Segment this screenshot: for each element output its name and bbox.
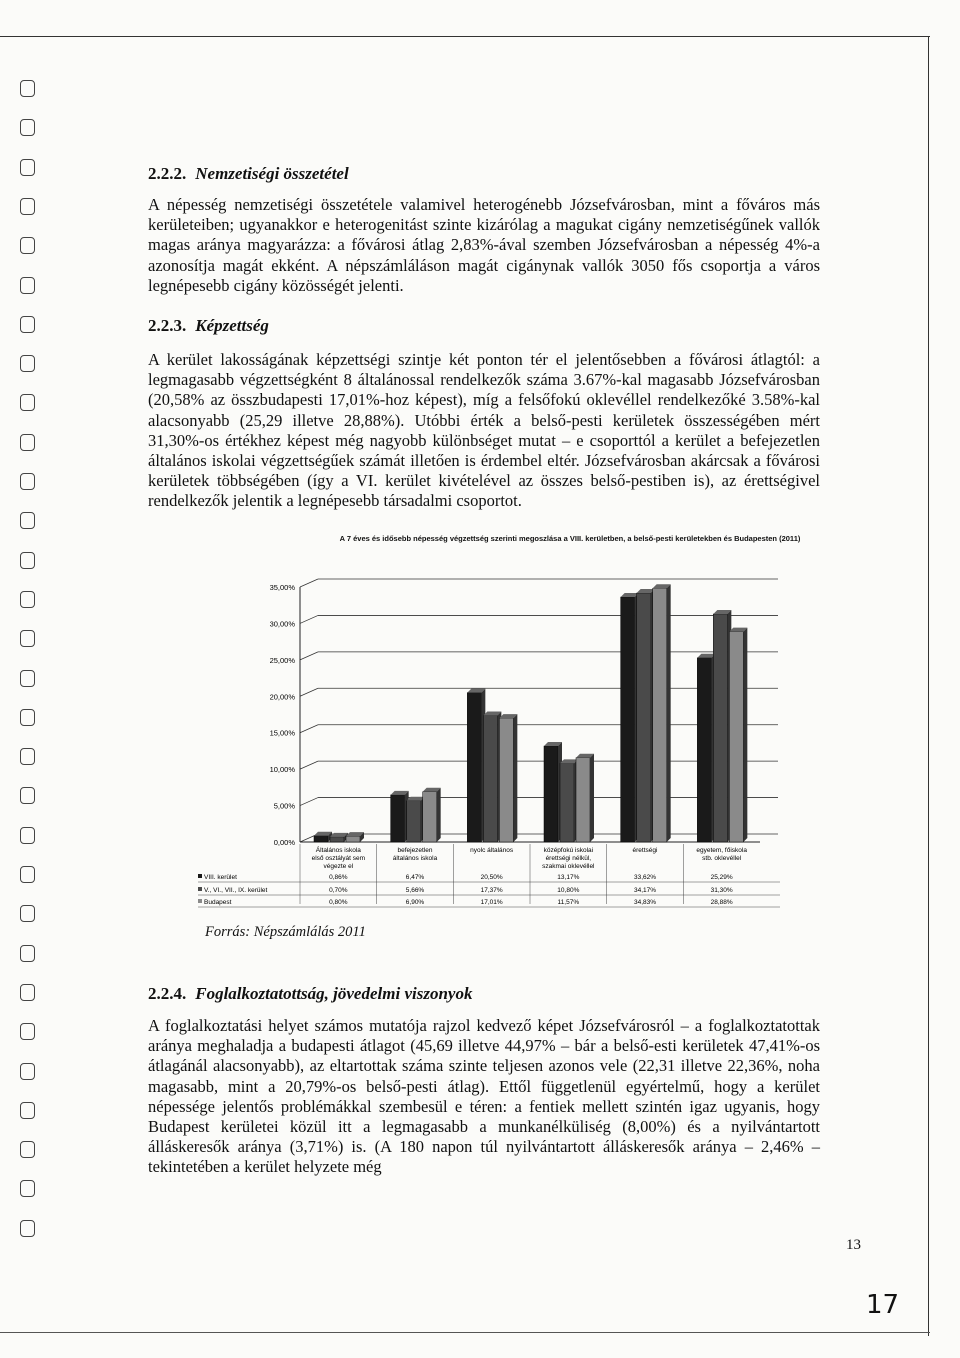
data-table-value: 20,50% [480, 874, 503, 881]
data-table-value: 5,66% [405, 887, 425, 894]
chart-title: A 7 éves és idősebb népesség végzettség szerinti megoszlása a VIII. kerületben, a belső-pesti kerületekben és Budapesten (2011) [339, 534, 801, 543]
legend-label: Budapest [204, 899, 232, 906]
bar [314, 836, 328, 842]
x-category-label: középfokú iskolai [543, 847, 594, 854]
data-table-value: 10,80% [557, 887, 580, 894]
y-tick-label: 15,00% [269, 728, 295, 738]
legend-label: V., VI., VII., IX. kerület [204, 887, 268, 894]
section-224-paragraph: A foglalkoztatási helyet számos mutatója rajzol kedvező képet Józsefvárosról – a foglalkoztatottak aránya meghaladja a budapesti átlagot (45,69 illetve 44,97% – bár a belső-esti kerületek 47,41%-os átlagánál alacsonyabb), az eltartottak száma szinte teljesen azonos vele (22,31 illetve 22,36%, noha magasabb, mint a 20,79%-os belső-pesti átlag). Ettől függetlenül egyértelmű, hogy a kerület népessége jelentős problémákkal szembesül e téren: a fentiek mellett szintén igaz ugyanis, hogy Budapest kerületei közül itt a legmagasabb a munkanélküliség (8,00%) és a nyilvántartott álláskeresők aránya (3,71%) is. (A 180 napon túl nyilvántartott álláskeresők aránya – 2,46% – tekintetében a kerület helyzete még [148, 1016, 820, 1177]
data-table-value: 0,70% [329, 887, 348, 894]
section-223-title: Képzettség [195, 316, 269, 335]
grid-tick [300, 579, 318, 587]
data-table-value: 34,17% [633, 887, 657, 894]
bar [483, 715, 497, 842]
x-category-label: Általános iskola [315, 847, 361, 854]
bar-side [667, 584, 671, 842]
data-table-value: 0,86% [329, 874, 348, 881]
legend-swatch [198, 887, 202, 891]
y-tick-label: 25,00% [269, 655, 295, 665]
bar [346, 836, 360, 842]
y-tick-label: 5,00% [273, 801, 295, 811]
data-table-value: 25,29% [710, 874, 733, 881]
legend-swatch [198, 874, 202, 878]
x-category-label: nyolc általános [470, 847, 514, 854]
section-224-heading [148, 984, 472, 1004]
data-table-value: 11,57% [557, 899, 580, 906]
bar-side [513, 714, 517, 842]
x-category-label: érettségi nélkül, [545, 855, 592, 862]
section-224-title: Foglalkoztatottság, jövedelmi viszonyok [195, 984, 473, 1003]
section-222-number: 2.2.2. [148, 164, 187, 183]
y-tick-label: 10,00% [269, 765, 295, 775]
section-223-number: 2.2.3. [148, 316, 187, 335]
bar [391, 795, 405, 842]
bar [697, 658, 711, 842]
bar [423, 792, 437, 842]
bar [729, 632, 743, 842]
data-table-value: 6,47% [405, 874, 425, 881]
bar [330, 837, 344, 842]
data-table-value: 33,62% [633, 874, 657, 881]
x-category-label: első osztályát sem [311, 855, 366, 862]
grid-tick [300, 798, 318, 806]
bar [713, 614, 727, 842]
bar [653, 588, 667, 842]
x-category-label: szakmai oklevéllel [542, 863, 595, 870]
y-tick-label: 20,00% [269, 692, 295, 702]
bar-side [437, 788, 441, 842]
section-222-title: Nemzetiségi összetétel [195, 164, 349, 183]
data-table-value: 17,37% [480, 887, 503, 894]
bar [407, 801, 421, 842]
x-category-label: általános iskola [392, 855, 438, 862]
bar [576, 758, 590, 842]
bar-side [743, 628, 747, 842]
page-number: 13 [846, 1237, 861, 1253]
data-table-value: 17,01% [480, 899, 503, 906]
x-category-label: érettségi [632, 847, 658, 854]
bar-side [590, 754, 594, 842]
handwritten-number: 17 [866, 1290, 900, 1320]
x-category-label: befejezetlen [397, 847, 433, 854]
bar [560, 763, 574, 842]
data-table-value: 0,80% [329, 899, 348, 906]
y-tick-label: 35,00% [269, 583, 295, 592]
x-category-label: stb. oklevéllel [702, 855, 742, 862]
grid-tick [300, 652, 318, 660]
bar [621, 597, 635, 842]
data-table-value: 31,30% [710, 887, 733, 894]
source-note: Forrás: Népszámlálás 2011 [205, 924, 366, 940]
data-table-value: 28,88% [710, 899, 733, 906]
bar [499, 718, 513, 842]
grid-tick [300, 725, 318, 733]
section-222-paragraph: A népesség nemzetiségi összetétele valamivel heterogénebb Józsefvárosban, mint a főváros más kerületeiben; ugyanakkor e heterogenitást szinte kizárólag a magukat cigány nemzetiségűnek vallók magas aránya magyarázza: a fővárosi átlag 2,83%-ával szemben Józsefvárosban a népesség 4%-a azonosítja magát ekként. A népszámláláson magát cigánynak vallók 3050 fős csoportja a város legnépesebb cigány közösségét jelenti. [148, 195, 820, 295]
legend-label: VIII. kerület [204, 874, 237, 881]
legend-swatch [198, 899, 202, 903]
data-table-value: 13,17% [557, 874, 580, 881]
grid-tick [300, 761, 318, 769]
bar [544, 746, 558, 842]
data-table-value: 34,83% [633, 899, 657, 906]
bar [637, 593, 651, 842]
y-tick-label: 0,00% [273, 838, 295, 847]
y-tick-label: 30,00% [269, 619, 295, 629]
x-category-label: végezte el [323, 863, 354, 870]
x-category-label: egyetem, főiskola [696, 847, 747, 854]
grid-tick [300, 615, 318, 623]
bar [467, 693, 481, 842]
data-table-value: 6,90% [405, 899, 425, 906]
grid-tick [300, 688, 318, 696]
section-223-paragraph: A kerület lakosságának képzettségi szintje két ponton tér el jelentősebben a fővárosi átlagtól: a legmagasabb végzettségként 8 általánossal rendelkezők száma 3.67%-kal magasabb Józsefvárosban (20,58% az összbudapesti 17,01%-hoz képest), míg a felsőfokú oklevéllel rendelkezőké 3.58%-kal alacsonyabb (25,29 illetve 28,88%). Utóbbi érték a belső-pesti kerületek összességében mért 31,30%-os értékhez képest még nagyobb különbséget mutat – e csoporttól a kerület a befejezetlen általános iskolai végzettségűek számát illetően is érdembel eltér. Józsefvárosban akárcsak a fővárosi kerületek többségében (így a VI. kerület kivételével az összes belső-pestiben is), az érettségivel rendelkezők jelentik a legnépesebb társadalmi csoportot. [148, 350, 820, 511]
section-224-number: 2.2.4. [148, 984, 187, 1003]
